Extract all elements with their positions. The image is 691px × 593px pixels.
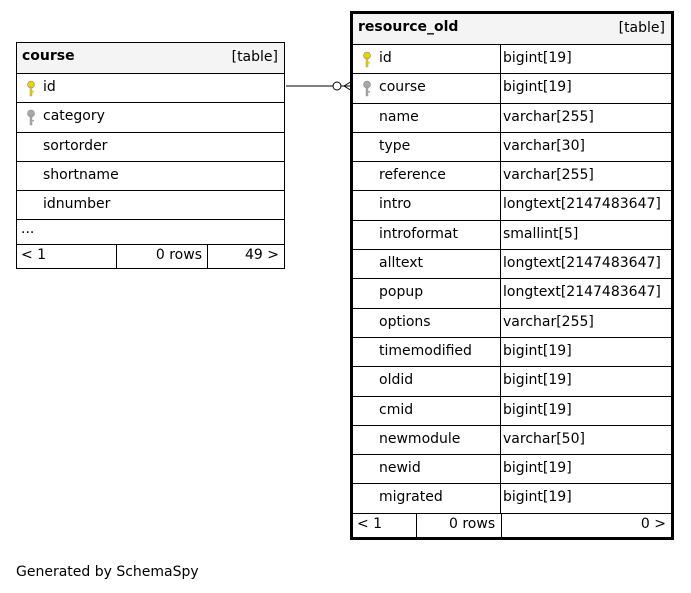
column-row-idnumber (17, 191, 284, 220)
column-type: bigint[19] (503, 489, 572, 506)
course-table-name[interactable]: course (22, 48, 75, 64)
column-name: migrated (379, 489, 443, 506)
column-row-oldid (353, 367, 671, 396)
column-name: reference (379, 167, 446, 184)
column-row-migrated (353, 484, 671, 513)
column-divider (500, 426, 501, 454)
column-divider (500, 133, 501, 161)
column-divider (500, 191, 501, 219)
column-name: course (379, 79, 426, 96)
column-divider (500, 45, 501, 73)
column-divider (500, 74, 501, 102)
column-row-id (353, 45, 671, 74)
column-type: longtext[2147483647] (503, 196, 661, 213)
column-type: bigint[19] (503, 401, 572, 418)
column-name: id (43, 79, 56, 95)
column-divider (500, 397, 501, 425)
column-row-introformat (353, 221, 671, 250)
column-type: varchar[30] (503, 137, 585, 154)
column-divider (500, 250, 501, 278)
column-type: varchar[255] (503, 108, 594, 125)
column-divider (500, 279, 501, 307)
course-table-kind: [table] (231, 49, 278, 65)
course-table-header (17, 43, 284, 74)
resource-old-table (350, 11, 674, 540)
column-name: sortorder (43, 137, 108, 154)
column-row-id (17, 74, 284, 103)
column-name: newid (379, 460, 421, 477)
resource-old-row-count: 0 rows (449, 515, 496, 532)
column-name: oldid (379, 372, 414, 389)
column-row-newid (353, 455, 671, 484)
column-type: varchar[50] (503, 430, 585, 447)
column-name: options (379, 313, 431, 330)
column-name: introformat (379, 225, 458, 242)
column-type: varchar[255] (503, 167, 594, 184)
column-row-sortorder (17, 133, 284, 162)
course-more-columns: ... (17, 220, 284, 245)
resource-old-table-kind: [table] (618, 20, 665, 36)
column-row-shortname (17, 162, 284, 191)
column-name: id (379, 50, 392, 66)
column-row-category (17, 103, 284, 132)
column-name: cmid (379, 401, 414, 418)
column-type: bigint[19] (503, 79, 572, 96)
column-type: bigint[19] (503, 50, 572, 66)
column-row-type (353, 133, 671, 162)
column-divider (500, 162, 501, 190)
column-row-name (353, 104, 671, 133)
column-type: bigint[19] (503, 372, 572, 389)
column-divider (500, 221, 501, 249)
column-name: shortname (43, 166, 119, 183)
column-row-intro (353, 191, 671, 220)
column-name: type (379, 137, 411, 154)
course-table (16, 42, 285, 269)
course-children-link[interactable]: 49 > (245, 247, 279, 264)
relationship-optional-circle (333, 82, 341, 90)
column-type: longtext[2147483647] (503, 284, 661, 301)
course-row-count: 0 rows (155, 247, 202, 264)
column-row-reference (353, 162, 671, 191)
column-divider (500, 367, 501, 395)
column-row-timemodified (353, 338, 671, 367)
column-name: intro (379, 196, 412, 213)
column-name: name (379, 108, 419, 125)
column-type: varchar[255] (503, 313, 594, 330)
column-row-options (353, 309, 671, 338)
column-name: category (43, 108, 105, 125)
column-divider (500, 104, 501, 132)
column-row-cmid (353, 397, 671, 426)
column-name: alltext (379, 255, 423, 272)
resource-old-table-footer (353, 514, 671, 537)
column-row-newmodule (353, 426, 671, 455)
resource-old-parents-link[interactable]: < 1 (357, 515, 383, 532)
column-name: newmodule (379, 430, 461, 447)
generated-by-label: Generated by SchemaSpy (16, 564, 199, 580)
column-divider (500, 455, 501, 483)
column-type: smallint[5] (503, 225, 579, 242)
column-name: popup (379, 284, 424, 301)
column-row-popup (353, 279, 671, 308)
course-table-footer (17, 245, 284, 268)
column-name: idnumber (43, 196, 111, 213)
column-row-alltext (353, 250, 671, 279)
column-divider (500, 338, 501, 366)
course-parents-link[interactable]: < 1 (21, 247, 47, 264)
column-divider (500, 309, 501, 337)
column-name: timemodified (379, 342, 472, 359)
resource-old-children-link: 0 > (640, 515, 666, 532)
column-type: bigint[19] (503, 460, 572, 477)
resource-old-table-name: resource_old (358, 19, 459, 35)
column-type: bigint[19] (503, 342, 572, 359)
column-row-course (353, 74, 671, 103)
column-type: longtext[2147483647] (503, 255, 661, 272)
column-divider (500, 484, 501, 512)
resource-old-table-header (353, 14, 671, 45)
